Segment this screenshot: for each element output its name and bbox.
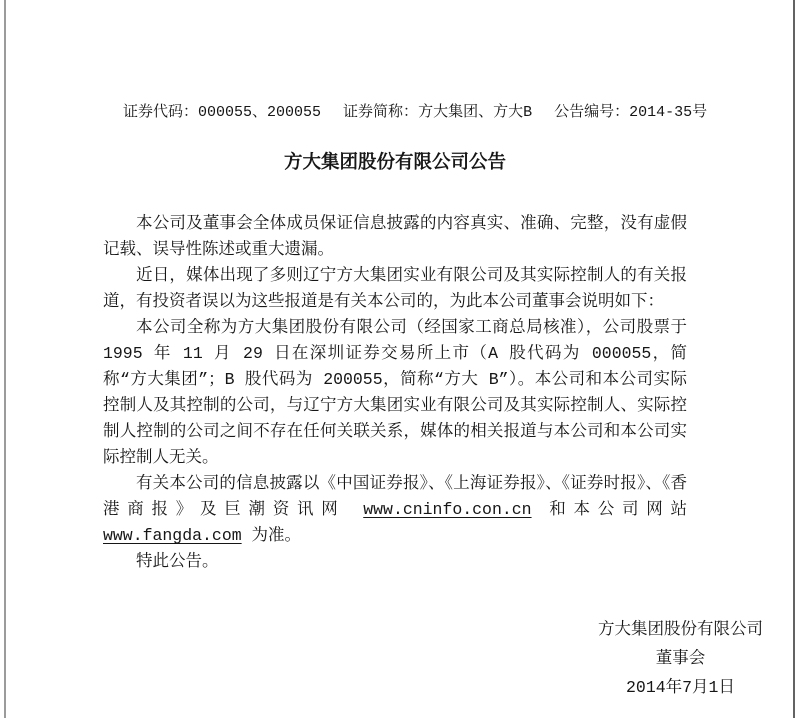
announcement-body xyxy=(103,211,687,575)
fangda-link[interactable]: www.fangda.com xyxy=(103,526,242,545)
disclosure-text-3: 为准。 xyxy=(241,526,302,545)
announcement-page xyxy=(4,0,795,718)
closing-paragraph: 特此公告。 xyxy=(136,552,219,571)
securities-header xyxy=(123,103,793,122)
signature-date: 2014年7月1日 xyxy=(626,678,735,697)
securities-abbr xyxy=(343,103,532,122)
signature-company: 方大集团股份有限公司 xyxy=(598,620,763,639)
securities-abbr-label: 证券简称： xyxy=(343,104,419,121)
disclosure-text-1: 有关本公司的信息披露以《中国证券报》、《上海证券报》、《证券时报》、《香港商报》及巨潮资讯网 xyxy=(103,474,687,519)
announcement-number-value: 2014-35号 xyxy=(629,104,708,121)
disclosure-text-2: 和本公司网站 xyxy=(531,500,688,519)
securities-code xyxy=(123,103,321,122)
securities-code-value: 000055、200055 xyxy=(198,104,322,121)
announcement-number xyxy=(554,103,707,122)
signature-board: 董事会 xyxy=(655,649,706,668)
securities-code-label: 证券代码： xyxy=(123,104,199,121)
announcement-title: 方大集团股份有限公司公告 xyxy=(283,153,506,174)
pledge-paragraph: 本公司及董事会全体成员保证信息披露的内容真实、准确、完整，没有虚假记载、误导性陈述或重大遗漏。 xyxy=(103,214,687,259)
securities-abbr-value: 方大集团、方大B xyxy=(418,104,533,121)
signature-block xyxy=(598,615,763,702)
cninfo-link[interactable]: www.cninfo.con.cn xyxy=(363,500,532,519)
announcement-number-label: 公告编号： xyxy=(554,104,630,121)
media-report-paragraph: 近日，媒体出现了多则辽宁方大集团实业有限公司及其实际控制人的有关报道，有投资者误以为这些报道是有关本公司的，为此本公司董事会说明如下： xyxy=(103,266,687,311)
statement-paragraph: 本公司全称为方大集团股份有限公司（经国家工商总局核准），公司股票于1995 年 11 月 29 日在深圳证券交易所上市（A 股代码为 000055，简称“方大集团”；B 股代码为 200055，简称“方大 B”）。本公司和本公司实际控制人及其控制的公司，与辽宁方大集团实业有限公司及其实际控制人、实际控制人控制的公司之间不存在任何关联关系，媒体的相关报道与本公司和本公司实际控制人无关。 xyxy=(103,318,687,467)
disclosure-paragraph xyxy=(103,471,687,549)
